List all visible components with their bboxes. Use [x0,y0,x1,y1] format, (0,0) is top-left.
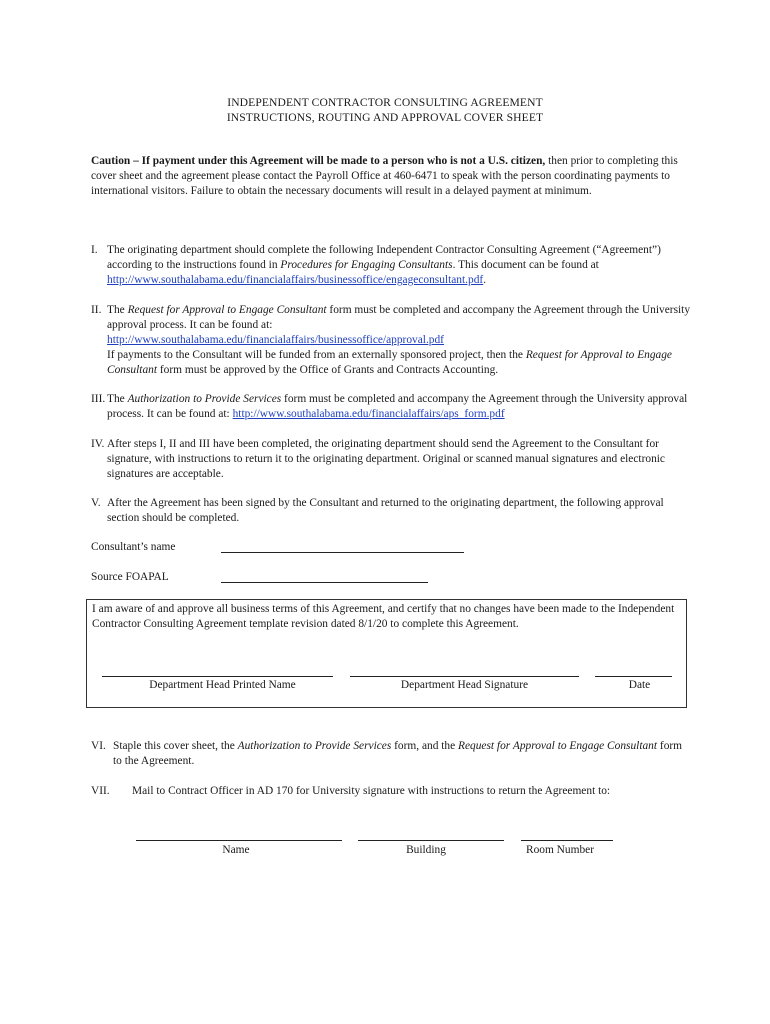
item-text: The [107,304,128,316]
item-text: . [483,274,487,286]
printed-name-label: Department Head Printed Name [149,679,296,691]
item-emphasis: Authorization to Provide Services [237,740,392,752]
instruction-item-4 [91,437,691,482]
document-title-line1: INDEPENDENT CONTRACTOR CONSULTING AGREEMENT [227,96,543,109]
mail-name-line[interactable] [136,840,342,841]
mail-building-line[interactable] [358,840,504,841]
item-emphasis: Request for Approval to Engage Consultant [127,304,327,316]
mail-name-label: Name [222,844,250,856]
signature-line[interactable] [350,676,579,677]
item-number: IV. [91,438,105,450]
consultant-name-label: Consultant’s name [91,541,176,553]
mail-room-label: Room Number [525,844,595,856]
instruction-item-3 [91,392,691,422]
item-text: The [107,393,128,405]
date-label: Date [628,679,651,691]
item-number-7: VII. [91,785,110,797]
item-text: form must be completed and accompany the Agreement through the University approval process. It can be found at: [107,393,688,420]
caution-text: then prior to completing this cover sheet and the agreement please contact the Payroll Office at 460-6471 to speak with the person coordinating payments to international visitors. Failure to obtain the necessary documents will result in a delayed payment at minimum. [91,155,678,197]
approval-box [86,599,687,708]
item-text: form to the Agreement. [113,740,683,767]
item-number: III. [91,393,106,405]
signature-label: Department Head Signature [400,679,529,691]
item-text: After the Agreement has been signed by the Consultant and returned to the originating department, the following approval section should be completed. [107,497,664,524]
caution-paragraph [91,154,681,199]
item-emphasis: Request for Approval to Engage Consultant [107,349,672,376]
consultant-name-field[interactable] [221,552,464,553]
item-number: I. [91,244,98,256]
instruction-item-6 [91,739,691,769]
date-line[interactable] [595,676,672,677]
item-text: If payments to the Consultant will be funded from an externally sponsored project, then the [107,349,526,361]
document-title-line2: INSTRUCTIONS, ROUTING AND APPROVAL COVER SHEET [226,111,544,124]
instruction-item-2 [91,303,691,378]
approval-form-link[interactable]: http://www.southalabama.edu/financialaffairs/businessoffice/approval.pdf [107,334,444,346]
mail-instruction: Mail to Contract Officer in AD 170 for University signature with instructions to return the Agreement to: [132,785,611,797]
item-text: form must be completed and accompany the Agreement through the University approval process. It can be found at: [107,304,691,331]
item-text: form, and the [391,740,459,752]
aps-form-link[interactable]: http://www.southalabama.edu/financialaffairs/aps_form.pdf [232,408,505,420]
item-number: VI. [91,740,106,752]
instruction-item-5 [91,496,691,526]
mail-room-line[interactable] [521,840,613,841]
source-foapal-label: Source FOAPAL [91,571,169,583]
item-number: II. [91,304,102,316]
instruction-item-1 [91,243,691,288]
item-emphasis: Procedures for Engaging Consultants [280,259,453,271]
printed-name-line[interactable] [102,676,333,677]
item-number: V. [91,497,101,509]
item-text: After steps I, II and III have been completed, the originating department should send the Agreement to the Consultant for signature, with instructions to return it to the originating department. Original or scanned manual signatures and electronic signatures are acceptable. [107,438,665,480]
caution-lead: Caution – If payment under this Agreement will be made to a person who is not a U.S. citizen, [91,155,546,167]
item-emphasis: Request for Approval to Engage Consultant [458,740,658,752]
item-text: Staple this cover sheet, the [113,740,238,752]
item-text: form must be approved by the Office of Grants and Contracts Accounting. [157,364,499,376]
approval-statement: I am aware of and approve all business terms of this Agreement, and certify that no changes have been made to the Independent Contractor Consulting Agreement template revision dated 8/1/20 to complete this Agreement. [92,603,675,630]
mail-building-label: Building [406,844,446,856]
item-emphasis: Authorization to Provide Services [127,393,282,405]
engage-consultant-link[interactable]: http://www.southalabama.edu/financialaffairs/businessoffice/engageconsultant.pdf [107,274,484,286]
source-foapal-field[interactable] [221,582,428,583]
item-text: . This document can be found at [452,259,599,271]
item-text: The originating department should complete the following Independent Contractor Consulting Agreement (“Agreement”) according to the instructions found in [107,244,661,271]
